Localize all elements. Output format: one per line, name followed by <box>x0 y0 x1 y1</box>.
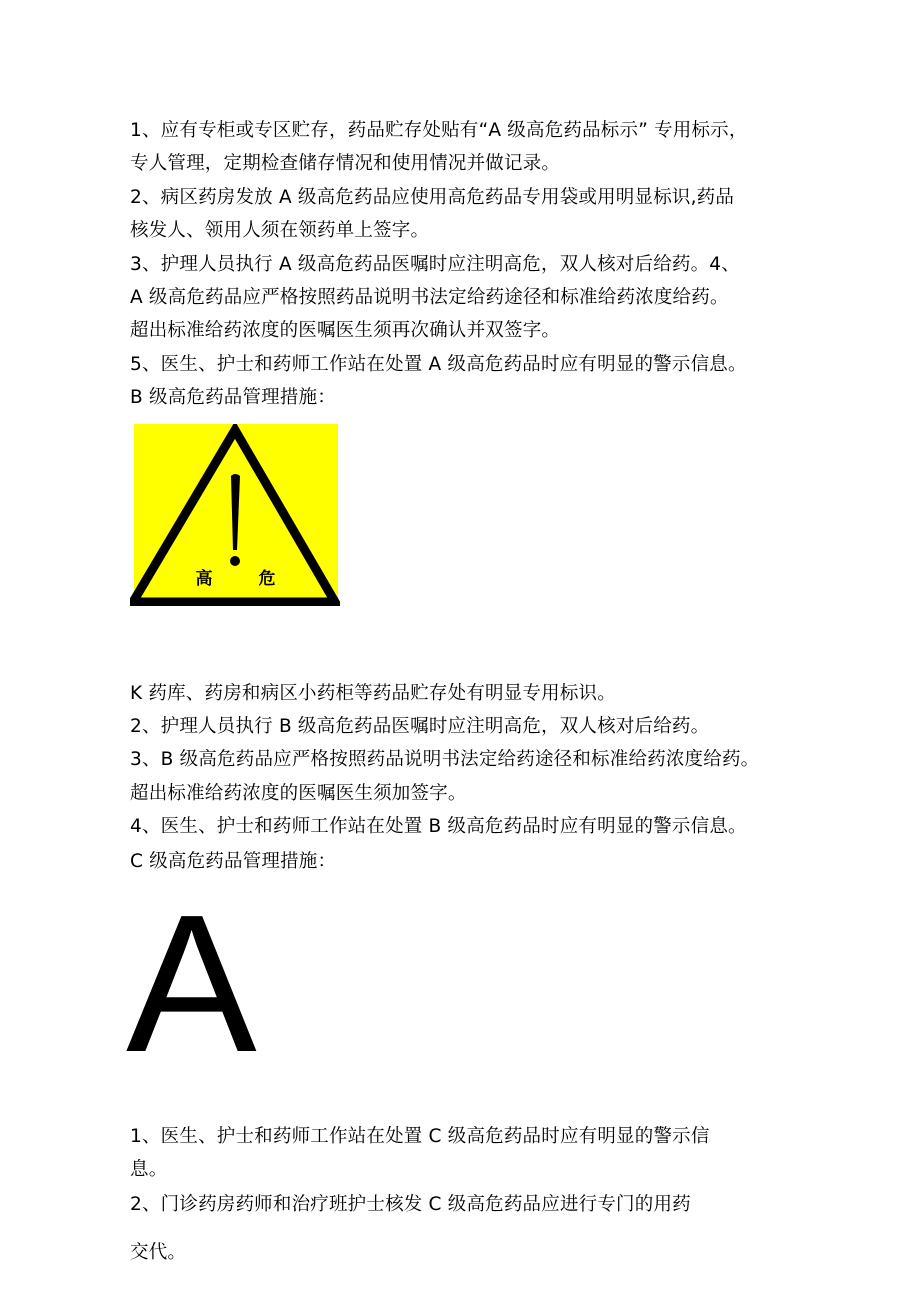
b-item-3-line-1: 3、B 级高危药品应严格按照药品说明书法定给药途径和标准给药浓度给药。 <box>130 749 760 770</box>
a-item-4-line-1: A 级高危药品应严格按照药品说明书法定给药途径和标准给药浓度给药。 <box>130 287 729 308</box>
b-item-2-line-1: 2、护理人员执行 B 级高危药品医嘱时应注明高危，双人核对后给药。 <box>130 716 710 737</box>
b-item-4-line-1: 4、医生、护士和药师工作站在处置 B 级高危药品时应有明显的警示信息。 <box>130 816 747 837</box>
b-section-heading: B 级高危药品管理措施： <box>130 387 336 408</box>
a-item-3-line-1: 3、护理人员执行 A 级高危药品医嘱时应注明高危，双人核对后给药。4、 <box>130 254 740 275</box>
b-item-1-line-1: K 药库、药房和病区小药柜等药品贮存处有明显专用标识。 <box>130 683 616 704</box>
large-letter-graphic: A <box>126 874 257 1093</box>
c-item-1-line-1: 1、医生、护士和药师工作站在处置 C 级高危药品时应有明显的警示信 <box>130 1126 710 1147</box>
c-item-1-line-2: 息。 <box>130 1159 168 1180</box>
a-item-1-line-2: 专人管理，定期检查储存情况和使用情况并做记录。 <box>130 153 561 174</box>
a-item-2-line-2: 核发人、领用人须在领药单上签字。 <box>130 220 430 241</box>
high-risk-warning-icon <box>130 424 340 606</box>
a-item-4-line-2: 超出标准给药浓度的医嘱医生须再次确认并双签字。 <box>130 320 561 341</box>
a-item-5-line-1: 5、医生、护士和药师工作站在处置 A 级高危药品时应有明显的警示信息。 <box>130 354 747 375</box>
b-item-3-line-2: 超出标准给药浓度的医嘱医生须加签字。 <box>130 783 467 804</box>
sign-label-wei: 危 <box>258 569 276 589</box>
a-item-1-line-1: 1、应有专柜或专区贮存，药品贮存处贴有“A 级高危药品标示” 专用标示， <box>130 120 748 141</box>
sign-label-gao: 高 <box>195 569 213 589</box>
exclamation-dot <box>230 556 240 566</box>
c-item-2-line-1: 2、门诊药房药师和治疗班护士核发 C 级高危药品应进行专门的用药 <box>130 1194 691 1215</box>
c-section-heading: C 级高危药品管理措施： <box>130 851 337 872</box>
a-item-2-line-1: 2、病区药房发放 A 级高危药品应使用高危药品专用袋或用明显标识,药品 <box>130 187 735 208</box>
c-item-2-line-2: 交代。 <box>130 1242 187 1263</box>
